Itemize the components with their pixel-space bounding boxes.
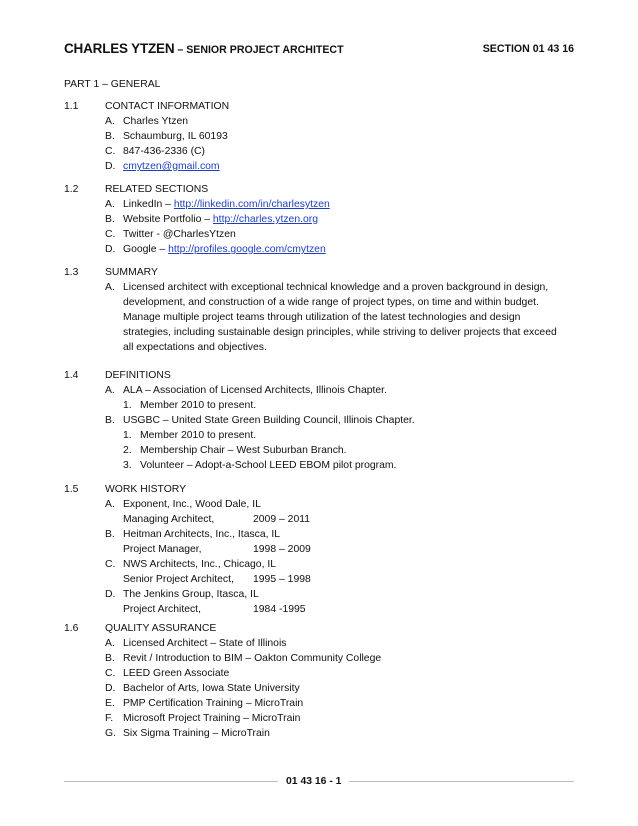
sub-item: 1. Member 2010 to present.: [123, 430, 257, 441]
section-title: DEFINITIONS: [105, 370, 171, 381]
page-header: [64, 41, 574, 57]
list-item: A. Charles Ytzen: [105, 116, 189, 127]
section-title: QUALITY ASSURANCE: [105, 623, 217, 634]
resume-name: CHARLES YTZEN: [64, 41, 175, 56]
email-link[interactable]: cmytzen@gmail.com: [123, 161, 220, 172]
linkedin-link[interactable]: http://linkedin.com/in/charlesytzen: [173, 199, 330, 210]
job-entry: C. NWS Architects, Inc., Chicago, IL Senior Project Architect, 1995 – 1998: [105, 559, 311, 585]
list-item: C. LEED Green Associate: [105, 668, 230, 679]
list-item: B. Schaumburg, IL 60193: [105, 131, 228, 142]
job-entry: B. Heitman Architects, Inc., Itasca, IL Project Manager, 1998 – 2009: [105, 529, 311, 555]
list-item: C. 847-436-2336 (C): [105, 146, 206, 157]
section-title: SUMMARY: [105, 267, 158, 278]
portfolio-link[interactable]: http://charles.ytzen.org: [212, 214, 319, 225]
section-number: 1.3: [64, 267, 79, 278]
section-number: 1.6: [64, 623, 79, 634]
google-link[interactable]: http://profiles.google.com/cmytzen: [168, 244, 326, 255]
list-item: D. Google – http://profiles.google.com/cmytzen: [105, 244, 326, 255]
section-title: CONTACT INFORMATION: [105, 101, 230, 112]
list-item: C. Twitter - @CharlesYtzen: [105, 229, 236, 240]
section-number: SECTION 01 43 16: [482, 43, 574, 55]
list-item: D. Bachelor of Arts, Iowa State University: [105, 683, 300, 694]
list-item: F. Microsoft Project Training – MicroTrain: [105, 713, 301, 724]
list-item: B. Revit / Introduction to BIM – Oakton Community College: [105, 653, 382, 664]
list-item: B. USGBC – United State Green Building Council, Illinois Chapter. 1. Member 2010 to present. 2. Membership Chair – West Suburban Branch. 3. Volunteer – Adopt-a-School LEED EBOM pilot program.: [105, 413, 575, 473]
section-title: WORK HISTORY: [105, 484, 187, 495]
list-item: A. ALA – Association of Licensed Architects, Illinois Chapter. 1. Member 2010 to present.: [105, 383, 575, 413]
section-number: 1.2: [64, 184, 79, 195]
section-number: 1.5: [64, 484, 79, 495]
section-number: 1.4: [64, 370, 79, 381]
list-item: B. Website Portfolio – http://charles.ytzen.org: [105, 214, 319, 225]
resume-role: – SENIOR PROJECT ARCHITECT: [174, 44, 344, 56]
sub-item: 2. Membership Chair – West Suburban Branch.: [123, 445, 347, 456]
section-number: 1.1: [64, 101, 79, 112]
part-heading: PART 1 – GENERAL: [64, 79, 161, 90]
list-item: G. Six Sigma Training – MicroTrain: [105, 728, 270, 739]
list-item: A. Licensed Architect – State of Illinois: [105, 638, 287, 649]
section-title: RELATED SECTIONS: [105, 184, 209, 195]
page-number: 01 43 16 - 1: [278, 774, 349, 789]
sub-item: 1. Member 2010 to present.: [123, 400, 257, 411]
job-entry: A. Exponent, Inc., Wood Dale, IL Managing Architect, 2009 – 2011: [105, 499, 311, 525]
list-item: E. PMP Certification Training – MicroTrain: [105, 698, 304, 709]
summary-paragraph: A. Licensed architect with exceptional technical knowledge and a proven background in design, development, and construction of a wide range of project types, on time and within budget. Manage multiple project teams through utilization of the latest technologies and design strategies, including sustainable design principles, while striving to deliver projects that exceed all expectations and objectives.: [105, 282, 557, 353]
sub-item: 3. Volunteer – Adopt-a-School LEED EBOM pilot program.: [123, 460, 397, 471]
job-entry: D. The Jenkins Group, Itasca, IL Project Architect, 1984 -1995: [105, 589, 306, 615]
list-item: A. LinkedIn – http://linkedin.com/in/charlesytzen: [105, 199, 330, 210]
list-item: D. cmytzen@gmail.com: [105, 161, 220, 172]
